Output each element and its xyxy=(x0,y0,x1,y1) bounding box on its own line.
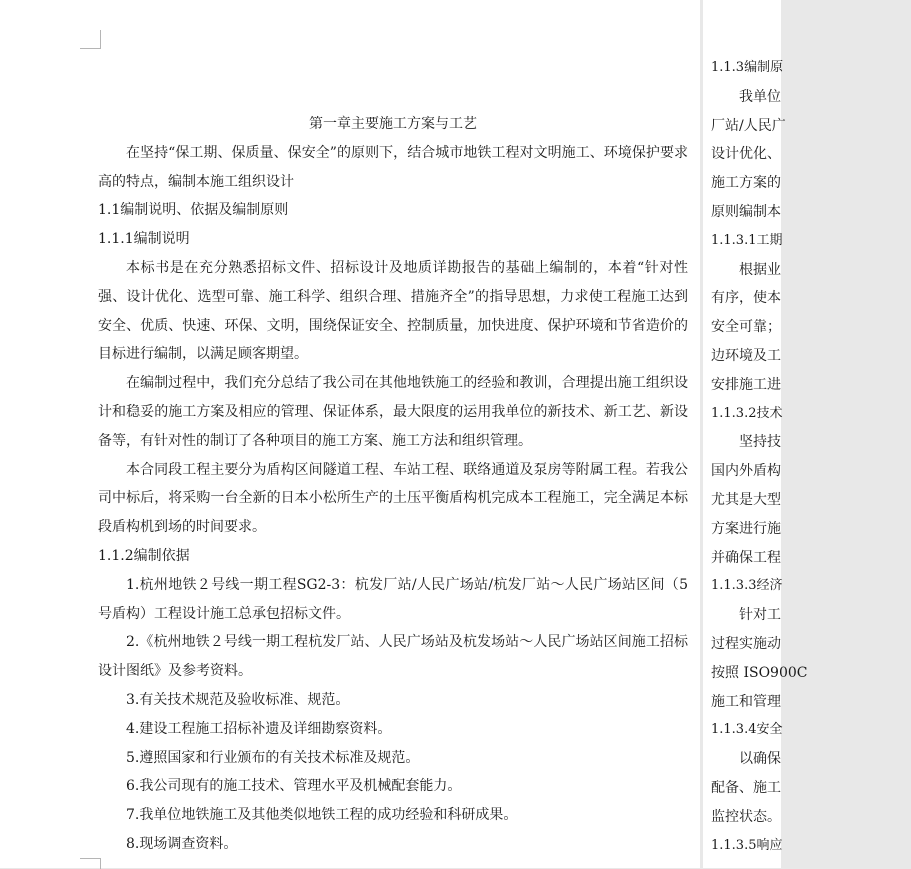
right-page-content xyxy=(711,54,911,860)
right-page-line: 1.1.3.4安全 xyxy=(711,722,783,738)
document-page-right xyxy=(703,0,808,868)
basis-item-5: 5.遵照国家和行业颁布的有关技术标准及规范。 xyxy=(126,749,420,766)
right-page-line: 按照 ISO900C xyxy=(711,664,808,681)
chapter-title: 第一章主要施工方案与工艺 xyxy=(309,116,477,132)
right-page-line: 过程实施动 xyxy=(711,635,781,652)
page-corner-mark-bottom xyxy=(80,858,101,869)
page-corner-mark xyxy=(80,30,101,49)
right-page-line: 我单位 xyxy=(739,88,781,105)
right-page-line: 厂站/人民广 xyxy=(711,117,786,134)
right-page-line: 配备、施工 xyxy=(711,779,781,796)
right-page-line: 施工和管理 xyxy=(711,693,781,710)
basis-item-7: 7.我单位地铁施工及其他类似地铁工程的成功经验和科研成果。 xyxy=(126,807,518,824)
section-heading-1-1-1: 1.1.1编制说明 xyxy=(98,231,190,248)
right-page-line: 根据业 xyxy=(739,261,781,278)
section-heading-1-1: 1.1编制说明、依据及编制原则 xyxy=(98,202,289,219)
right-page-line: 1.1.3编制原 xyxy=(711,60,784,75)
right-page-line: 1.1.3.5响应 xyxy=(711,837,783,853)
right-page-line: 尤其是大型 xyxy=(711,491,781,508)
right-page-line: 1.1.3.3经济 xyxy=(711,578,783,594)
right-page-line: 设计优化、 xyxy=(711,146,781,163)
right-page-line: 国内外盾构 xyxy=(711,463,781,480)
intro-paragraph: 在坚持“保工期、保质量、保安全”的原则下，结合城市地铁工程对文明施工、环境保护要求高的特点，编制本施工组织设计 xyxy=(98,144,688,190)
basis-item-6: 6.我公司现有的施工技术、管理水平及机械配套能力。 xyxy=(126,778,462,795)
right-page-line: 坚持技 xyxy=(739,434,781,451)
section-heading-1-1-2: 1.1.2编制依据 xyxy=(98,547,190,564)
basis-item-4: 4.建设工程施工招标补遗及详细勘察资料。 xyxy=(126,720,392,737)
basis-item-3: 3.有关技术规范及验收标准、规范。 xyxy=(126,691,350,708)
right-page-line: 1.1.3.2技术 xyxy=(711,405,783,421)
right-page-line: 施工方案的 xyxy=(711,175,781,192)
paragraph-2: 在编制过程中，我们充分总结了我公司在其他地铁施工的经验和教训，合理提出施工组织设计和稳妥的施工方案及相应的管理、保证体系，最大限度的运用我单位的新技术、新工艺、新设备等，有针对性的制订了各种项目的施工方案、施工方法和组织管理。 xyxy=(98,375,688,449)
right-page-line: 以确保 xyxy=(739,751,781,768)
right-page-line: 安排施工进 xyxy=(711,376,781,393)
right-page-line: 方案进行施 xyxy=(711,520,781,537)
right-page-line: 1.1.3.1工期 xyxy=(711,232,783,248)
right-page-line: 有序，使本 xyxy=(711,290,781,307)
right-page-line: 边环境及工 xyxy=(711,347,781,364)
right-page-line: 原则编制本 xyxy=(711,203,781,220)
basis-item-8: 8.现场调查资料。 xyxy=(126,835,238,852)
basis-item-2: 2.《杭州地铁２号线一期工程杭发厂站、人民广场站及杭发场站～人民广场站区间施工招标设计图纸》及参考资料。 xyxy=(98,634,688,680)
basis-item-1: 1.杭州地铁２号线一期工程SG2-3：杭发厂站/人民广场站/杭发厂站～人民广场站区间（5号盾构）工程设计施工总承包招标文件。 xyxy=(98,576,688,622)
right-page-line: 针对工 xyxy=(739,607,781,624)
page-content xyxy=(98,110,688,859)
right-page-line: 监控状态。 xyxy=(711,808,781,825)
paragraph-1: 本标书是在充分熟悉招标文件、招标设计及地质详勘报告的基础上编制的，本着“针对性强、设计优化、选型可靠、施工科学、组织合理、措施齐全”的指导思想，力求使工程施工达到安全、优质、快速、环保、文明，围绕保证安全、控制质量，加快进度、保护环境和节省造价的目标进行编制，以满足顾客期望。 xyxy=(98,259,688,363)
paragraph-3: 本合同段工程主要分为盾构区间隧道工程、车站工程、联络通道及泵房等附属工程。若我公司中标后，将采购一台全新的日本小松所生产的土压平衡盾构机完成本工程施工，完全满足本标段盾构机到场的时间要求。 xyxy=(98,461,688,536)
right-page-line: 并确保工程 xyxy=(711,549,781,566)
right-page-line: 安全可靠； xyxy=(711,319,781,336)
